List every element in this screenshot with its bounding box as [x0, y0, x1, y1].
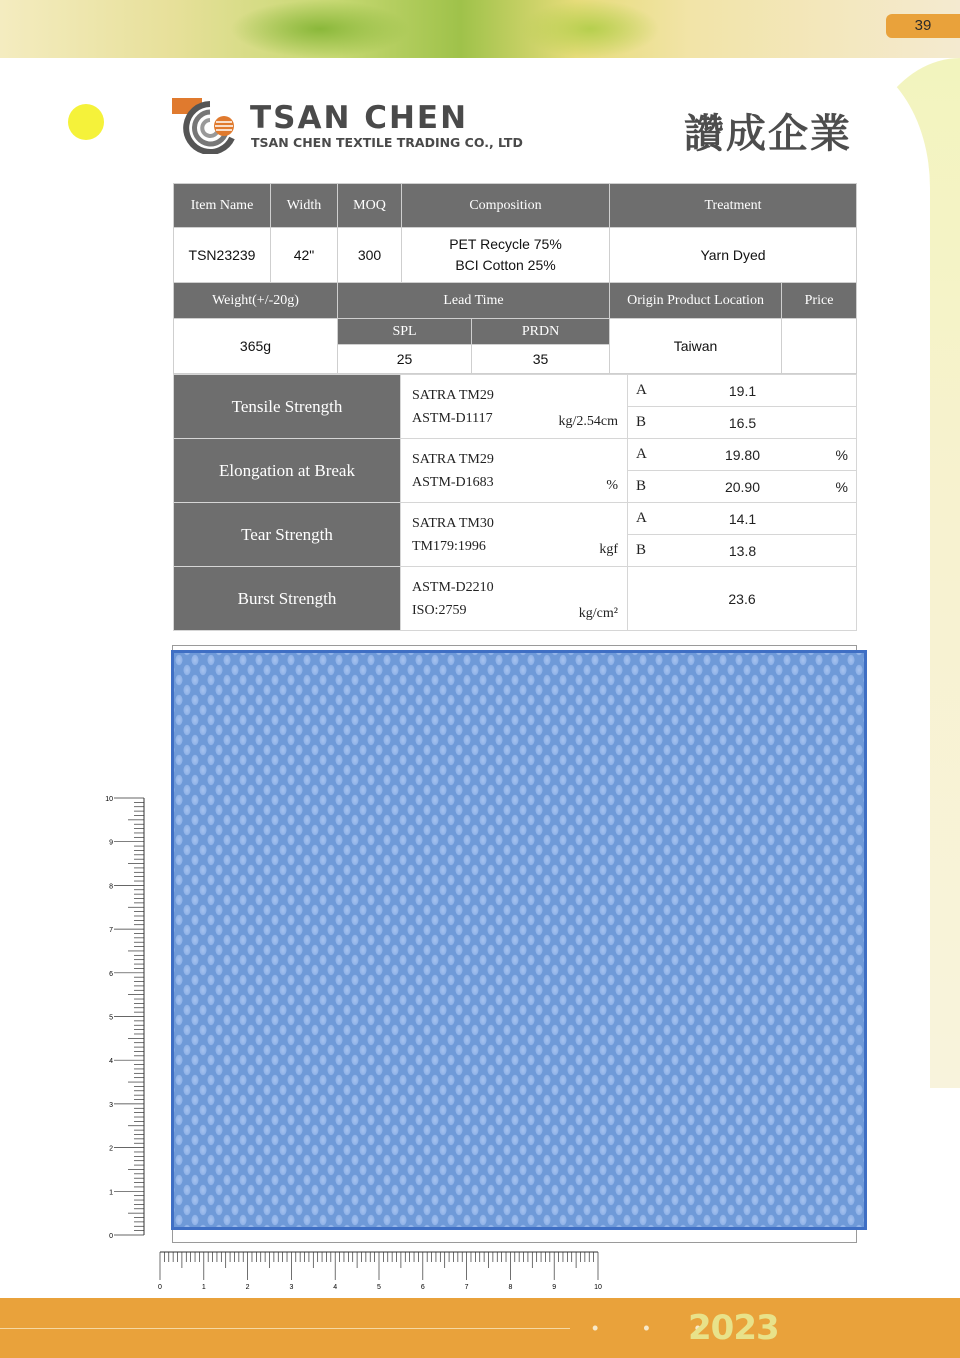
method-line-2: ASTM-D1683 — [412, 474, 494, 490]
width-value: 42" — [271, 228, 338, 283]
method-unit: % — [606, 478, 618, 493]
ruler-label: 3 — [289, 1284, 294, 1291]
b-value: 20.90 — [658, 471, 828, 503]
method-line-1: SATRA TM29 — [412, 451, 494, 467]
method-line-1: SATRA TM29 — [412, 387, 494, 403]
brand-logo-icon — [172, 96, 236, 154]
b-label: B — [628, 407, 658, 439]
a-unit: % — [828, 439, 857, 471]
b-label: B — [628, 471, 658, 503]
b-unit — [828, 535, 857, 567]
ruler-label: 6 — [109, 970, 113, 978]
b-label: B — [628, 535, 658, 567]
page-number: 39 — [886, 14, 960, 38]
header-width: Width — [271, 184, 338, 228]
ruler-label: 3 — [109, 1101, 113, 1109]
ruler-label: 8 — [109, 883, 113, 891]
a-label: A — [628, 375, 658, 407]
ruler-label: 7 — [109, 927, 113, 935]
header-origin: Origin Product Location — [610, 283, 782, 319]
method-unit: kg/cm² — [578, 606, 618, 621]
ruler-label: 10 — [105, 796, 113, 803]
method-line-2: TM179:1996 — [412, 538, 486, 554]
spl-value: 25 — [338, 345, 472, 374]
ruler-label: 5 — [377, 1284, 381, 1291]
fabric-swatch-image — [171, 650, 867, 1230]
a-value: 14.1 — [658, 503, 828, 535]
ruler-label: 5 — [109, 1014, 113, 1022]
year-label: 2023 — [688, 1308, 779, 1348]
ruler-label: 6 — [420, 1284, 425, 1291]
ruler-label: 10 — [594, 1284, 602, 1291]
banner-decoration — [520, 0, 660, 58]
ruler-label: 2 — [109, 1145, 113, 1153]
method-line-2: ISO:2759 — [412, 602, 467, 618]
a-unit — [828, 375, 857, 407]
composition-value — [402, 228, 610, 283]
prdn-value: 35 — [472, 345, 610, 374]
composition-line-1: PET Recycle 75% — [449, 236, 562, 252]
burst-value: 23.6 — [628, 567, 857, 631]
header-lead-time: Lead Time — [338, 283, 610, 319]
test-name: Tear Strength — [174, 503, 401, 567]
method-line-1: SATRA TM30 — [412, 515, 494, 531]
header-weight: Weight(+/-20g) — [174, 283, 338, 319]
ruler-label: 2 — [245, 1284, 250, 1291]
header-moq: MOQ — [338, 184, 402, 228]
header-item-name: Item Name — [174, 184, 271, 228]
ruler-label: 1 — [201, 1284, 206, 1291]
header-prdn: PRDN — [472, 319, 610, 345]
ruler-label: 4 — [109, 1058, 113, 1066]
treatment-value: Yarn Dyed — [610, 228, 857, 283]
b-value: 16.5 — [658, 407, 828, 439]
top-banner — [0, 0, 960, 58]
test-method — [401, 567, 628, 631]
ruler-label: 0 — [158, 1284, 162, 1291]
b-value: 13.8 — [658, 535, 828, 567]
chinese-company-name: 讚成企業 — [684, 111, 852, 157]
test-name: Elongation at Break — [174, 439, 401, 503]
test-name: Tensile Strength — [174, 375, 401, 439]
ruler-label: 1 — [109, 1189, 113, 1197]
ruler-label: 9 — [552, 1284, 557, 1291]
company-name: TSAN CHEN TEXTILE TRADING CO., LTD — [251, 135, 523, 150]
header-price: Price — [782, 283, 857, 319]
a-value: 19.80 — [658, 439, 828, 471]
a-value: 19.1 — [658, 375, 828, 407]
yellow-dot — [68, 104, 104, 140]
ruler-label: 7 — [464, 1284, 469, 1291]
b-unit — [828, 407, 857, 439]
moq-value: 300 — [338, 228, 402, 283]
ruler-label: 4 — [333, 1284, 338, 1291]
method-line-1: ASTM-D2210 — [412, 579, 494, 595]
banner-decoration — [230, 0, 410, 58]
header-spl: SPL — [338, 319, 472, 345]
header-treatment: Treatment — [610, 184, 857, 228]
price-value — [782, 319, 857, 374]
item-name-value: TSN23239 — [174, 228, 271, 283]
ruler-label: 8 — [508, 1284, 513, 1291]
method-unit: kgf — [599, 542, 618, 557]
test-method — [401, 503, 628, 567]
ruler-label: 0 — [109, 1233, 113, 1240]
b-unit: % — [828, 471, 857, 503]
test-table — [173, 374, 857, 631]
brand-name: TSAN CHEN — [250, 100, 469, 136]
method-unit: kg/2.54cm — [558, 414, 618, 429]
a-unit — [828, 503, 857, 535]
horizontal-ruler — [150, 1248, 610, 1292]
footer-dots: • • • — [592, 1318, 721, 1338]
header-composition: Composition — [402, 184, 610, 228]
test-method — [401, 439, 628, 503]
origin-value: Taiwan — [610, 319, 782, 374]
weight-value: 365g — [174, 319, 338, 374]
composition-line-2: BCI Cotton 25% — [455, 257, 556, 273]
ruler-label: 9 — [109, 839, 113, 847]
vertical-ruler — [100, 790, 150, 1242]
method-line-2: ASTM-D1117 — [412, 410, 493, 426]
test-method — [401, 375, 628, 439]
spec-table — [173, 183, 857, 374]
footer-line — [0, 1328, 570, 1329]
test-name: Burst Strength — [174, 567, 401, 631]
a-label: A — [628, 503, 658, 535]
a-label: A — [628, 439, 658, 471]
